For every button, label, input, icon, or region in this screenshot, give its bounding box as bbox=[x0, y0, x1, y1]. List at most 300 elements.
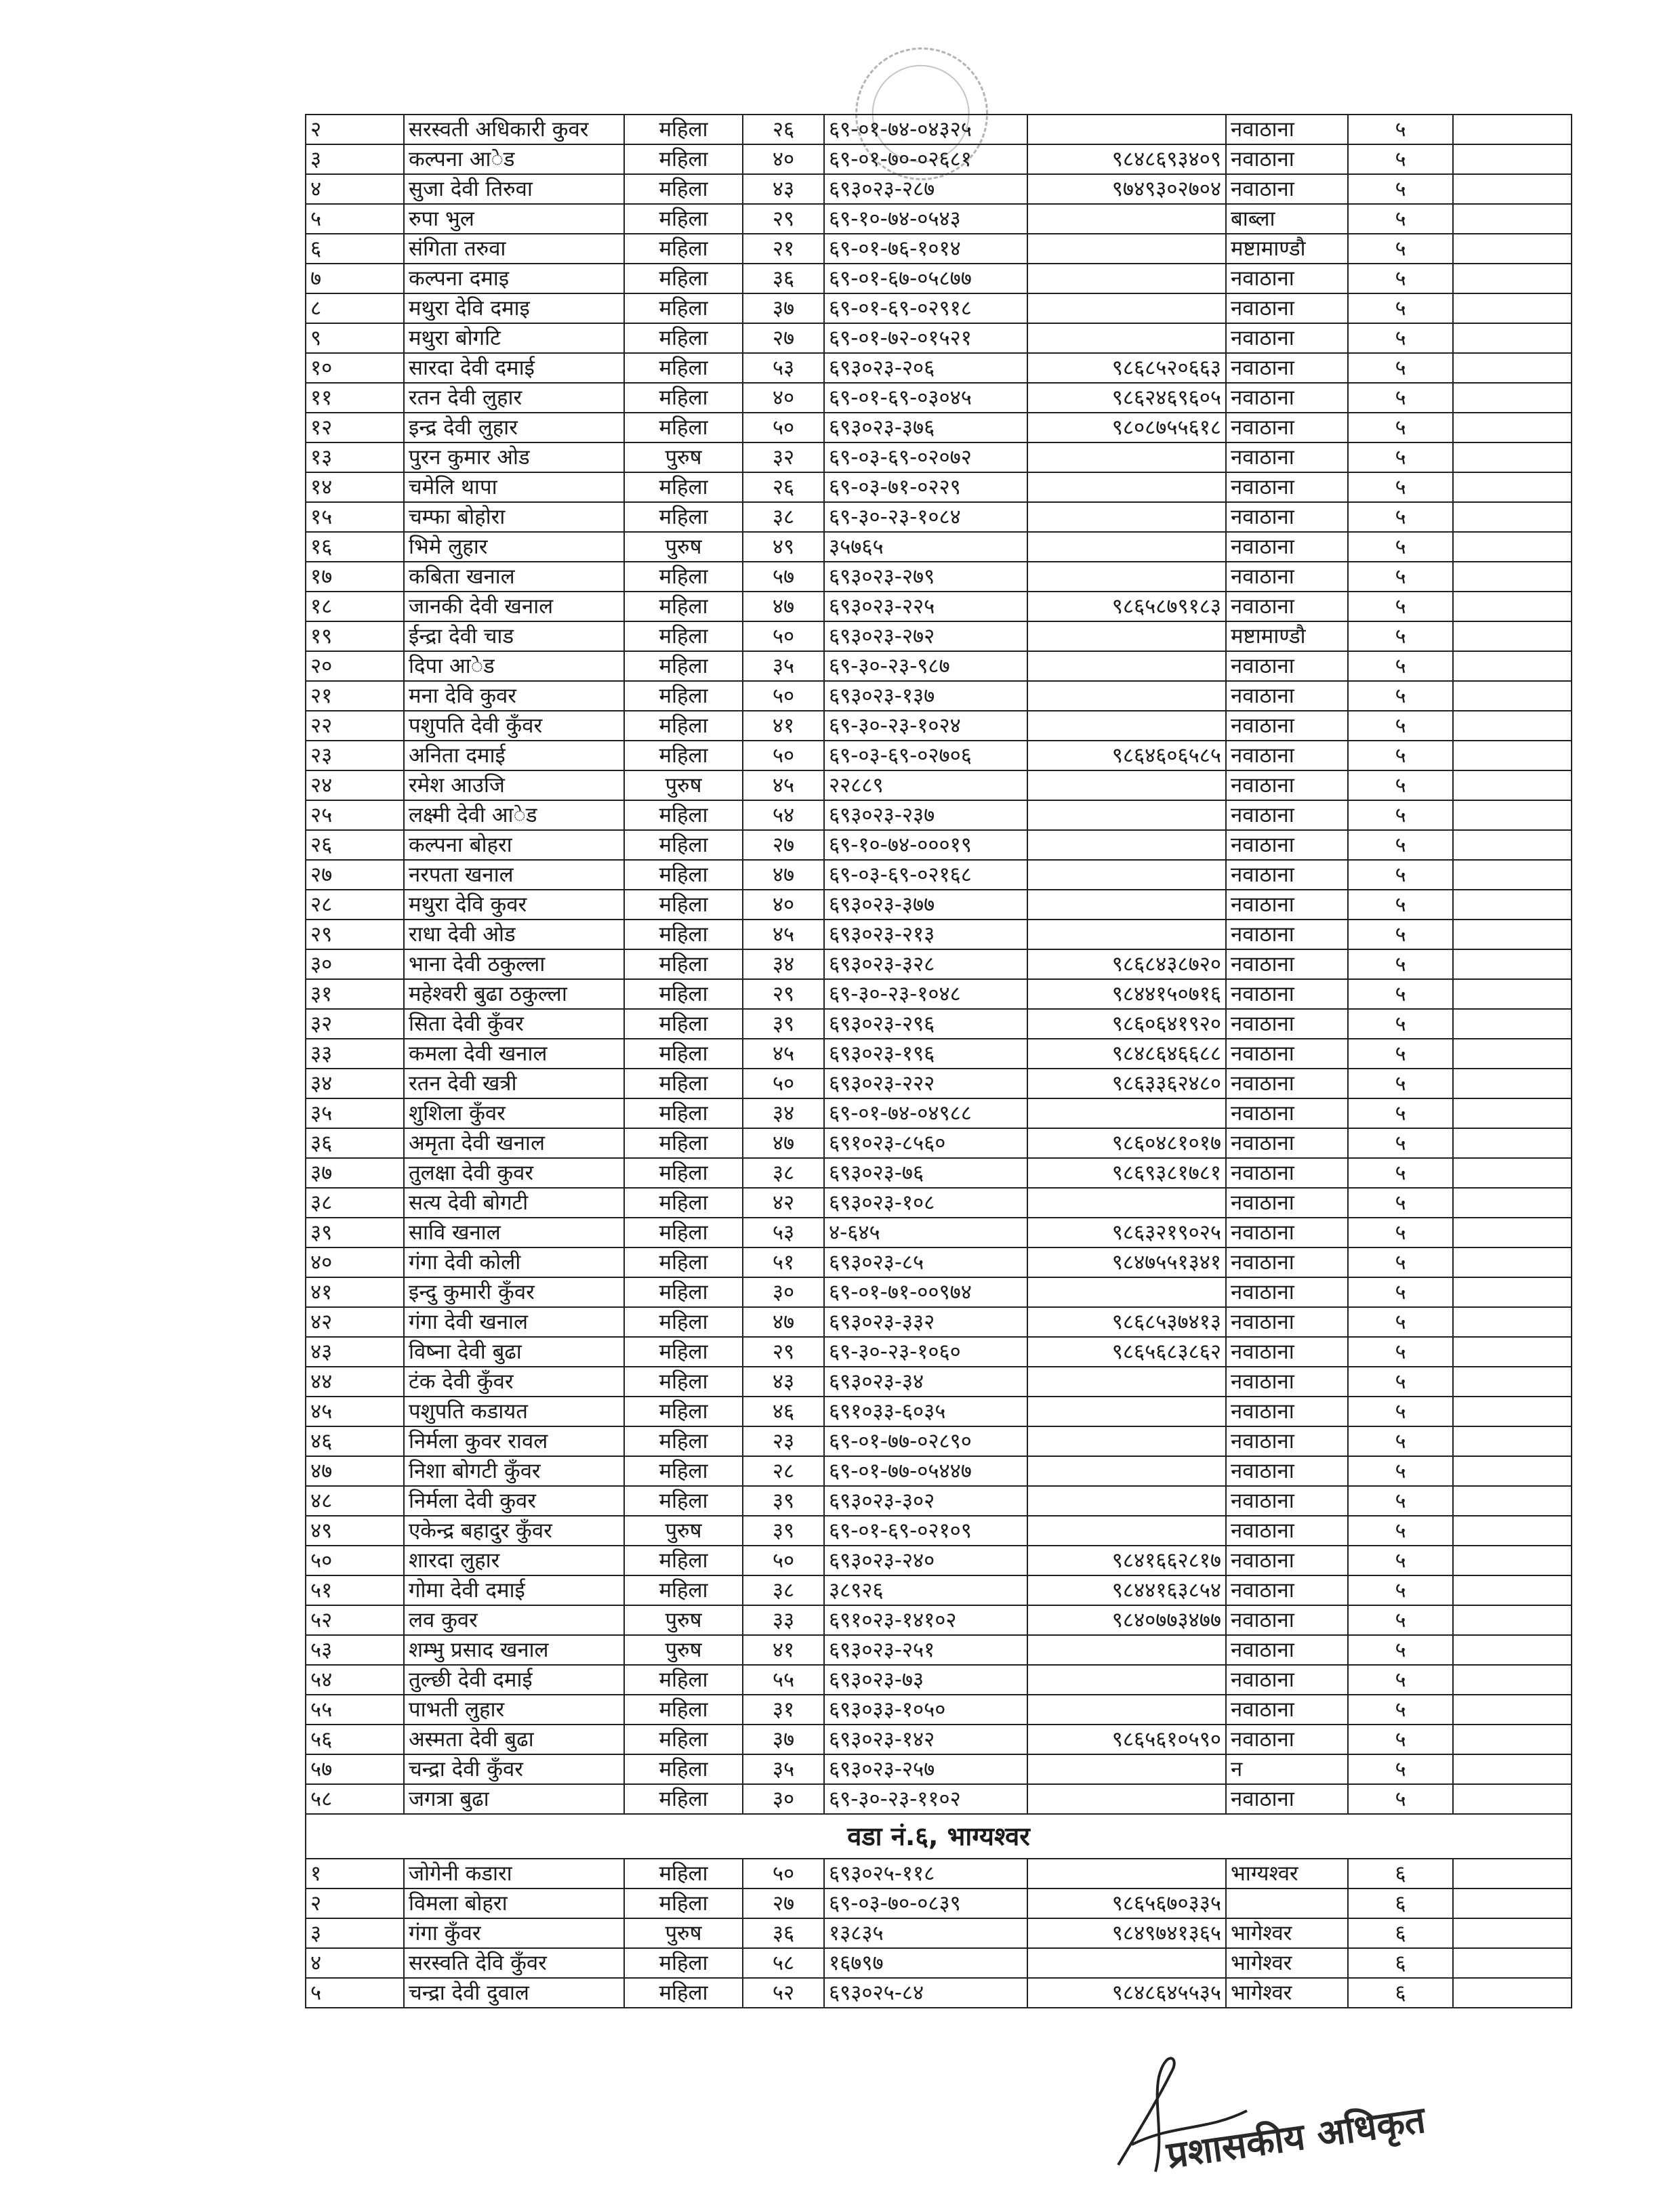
cell-sn: ४ bbox=[306, 174, 404, 204]
cell-ward: ५ bbox=[1348, 1605, 1453, 1635]
cell-citizenship: ६९३०२३-१४२ bbox=[824, 1725, 1027, 1754]
cell-age: ४३ bbox=[743, 1367, 824, 1397]
cell-citizenship: ६९३०२३-२७९ bbox=[824, 562, 1027, 592]
cell-gender: महिला bbox=[624, 1218, 743, 1247]
cell-name: कल्पना दमाइ bbox=[404, 264, 624, 293]
cell-name: चन्द्रा देवी कुँवर bbox=[404, 1754, 624, 1784]
cell-gender: महिला bbox=[624, 174, 743, 204]
cell-ward: ५ bbox=[1348, 1695, 1453, 1725]
table-row bbox=[306, 383, 1572, 413]
cell-name: गंगा कुँवर bbox=[404, 1918, 624, 1948]
cell-sn: २२ bbox=[306, 711, 404, 741]
cell-age: ३६ bbox=[743, 264, 824, 293]
cell-phone bbox=[1027, 1426, 1226, 1456]
cell-age: २३ bbox=[743, 1426, 824, 1456]
cell-ward: ५ bbox=[1348, 1784, 1453, 1814]
cell-ward: ५ bbox=[1348, 1486, 1453, 1516]
cell-age: ३६ bbox=[743, 1918, 824, 1948]
cell-address: भागेश्वर bbox=[1226, 1918, 1348, 1948]
cell-ward: ५ bbox=[1348, 383, 1453, 413]
cell-name: लव कुवर bbox=[404, 1605, 624, 1635]
cell-remarks bbox=[1453, 711, 1572, 741]
cell-name: दिपा आ◌ेड bbox=[404, 651, 624, 681]
cell-citizenship: ६९३०२३-२५७ bbox=[824, 1754, 1027, 1784]
cell-age: ३९ bbox=[743, 1009, 824, 1039]
table-row bbox=[306, 1307, 1572, 1337]
cell-age: ३९ bbox=[743, 1516, 824, 1546]
cell-citizenship: १६७९७ bbox=[824, 1948, 1027, 1978]
cell-address: नवाठाना bbox=[1226, 711, 1348, 741]
cell-name: सिता देवी कुँवर bbox=[404, 1009, 624, 1039]
cell-citizenship: ६९३०२३-१९६ bbox=[824, 1039, 1027, 1069]
cell-name: तुल्छी देवी दमाई bbox=[404, 1665, 624, 1695]
cell-citizenship: ६९-०१-६९-०३०४५ bbox=[824, 383, 1027, 413]
cell-gender: महिला bbox=[624, 413, 743, 442]
cell-gender: महिला bbox=[624, 860, 743, 890]
cell-gender: महिला bbox=[624, 1978, 743, 2008]
cell-name: राधा देवी ओड bbox=[404, 920, 624, 949]
cell-ward: ५ bbox=[1348, 323, 1453, 353]
table-row bbox=[306, 1546, 1572, 1575]
cell-remarks bbox=[1453, 1098, 1572, 1128]
cell-citizenship: ३८९२६ bbox=[824, 1575, 1027, 1605]
cell-address: नवाठाना bbox=[1226, 115, 1348, 144]
table-row bbox=[306, 770, 1572, 800]
cell-phone bbox=[1027, 1456, 1226, 1486]
cell-sn: ७ bbox=[306, 264, 404, 293]
table-row bbox=[306, 144, 1572, 174]
cell-age: २८ bbox=[743, 1456, 824, 1486]
cell-gender: महिला bbox=[624, 1546, 743, 1575]
table-row bbox=[306, 979, 1572, 1009]
cell-name: जगत्रा बुढा bbox=[404, 1784, 624, 1814]
cell-remarks bbox=[1453, 234, 1572, 264]
cell-ward: ५ bbox=[1348, 1277, 1453, 1307]
cell-sn: २३ bbox=[306, 741, 404, 770]
cell-sn: २७ bbox=[306, 860, 404, 890]
cell-address: नवाठाना bbox=[1226, 1397, 1348, 1426]
cell-ward: ५ bbox=[1348, 472, 1453, 502]
cell-phone bbox=[1027, 1665, 1226, 1695]
cell-age: ३८ bbox=[743, 502, 824, 532]
cell-remarks bbox=[1453, 949, 1572, 979]
cell-gender: महिला bbox=[624, 562, 743, 592]
cell-gender: महिला bbox=[624, 1754, 743, 1784]
cell-remarks bbox=[1453, 1754, 1572, 1784]
cell-remarks bbox=[1453, 1009, 1572, 1039]
cell-phone: ९८४४१५०७१६ bbox=[1027, 979, 1226, 1009]
cell-gender: महिला bbox=[624, 1039, 743, 1069]
cell-remarks bbox=[1453, 442, 1572, 472]
cell-gender: महिला bbox=[624, 1725, 743, 1754]
cell-phone bbox=[1027, 264, 1226, 293]
table-row bbox=[306, 651, 1572, 681]
cell-address: नवाठाना bbox=[1226, 800, 1348, 830]
cell-remarks bbox=[1453, 621, 1572, 651]
cell-ward: ५ bbox=[1348, 1397, 1453, 1426]
cell-phone bbox=[1027, 115, 1226, 144]
cell-phone: ९८६३२१९०२५ bbox=[1027, 1218, 1226, 1247]
cell-name: पशुपति कडायत bbox=[404, 1397, 624, 1426]
cell-gender: महिला bbox=[624, 711, 743, 741]
cell-ward: ५ bbox=[1348, 1575, 1453, 1605]
cell-gender: महिला bbox=[624, 1009, 743, 1039]
cell-gender: महिला bbox=[624, 1456, 743, 1486]
cell-ward: ५ bbox=[1348, 1009, 1453, 1039]
cell-remarks bbox=[1453, 1397, 1572, 1426]
cell-remarks bbox=[1453, 1635, 1572, 1665]
table-row bbox=[306, 1426, 1572, 1456]
cell-gender: महिला bbox=[624, 1307, 743, 1337]
cell-name: नरपता खनाल bbox=[404, 860, 624, 890]
table-row bbox=[306, 413, 1572, 442]
cell-sn: ५० bbox=[306, 1546, 404, 1575]
cell-age: ५२ bbox=[743, 1978, 824, 2008]
cell-ward: ५ bbox=[1348, 949, 1453, 979]
cell-ward: ५ bbox=[1348, 1754, 1453, 1784]
cell-sn: ४४ bbox=[306, 1367, 404, 1397]
cell-address: नवाठाना bbox=[1226, 1605, 1348, 1635]
cell-address: नवाठाना bbox=[1226, 1277, 1348, 1307]
cell-citizenship: २२८८९ bbox=[824, 770, 1027, 800]
cell-age: ४० bbox=[743, 144, 824, 174]
cell-remarks bbox=[1453, 413, 1572, 442]
cell-address: नवाठाना bbox=[1226, 442, 1348, 472]
cell-citizenship: ६९३०२३-२२२ bbox=[824, 1069, 1027, 1098]
cell-citizenship: ६९३०२५-११८ bbox=[824, 1859, 1027, 1888]
cell-remarks bbox=[1453, 1277, 1572, 1307]
table-row bbox=[306, 353, 1572, 383]
table-row bbox=[306, 1575, 1572, 1605]
cell-ward: ५ bbox=[1348, 413, 1453, 442]
cell-phone bbox=[1027, 651, 1226, 681]
cell-address: नवाठाना bbox=[1226, 323, 1348, 353]
cell-phone: ९७४९३०२७०४ bbox=[1027, 174, 1226, 204]
cell-sn: ४१ bbox=[306, 1277, 404, 1307]
cell-phone bbox=[1027, 323, 1226, 353]
cell-ward: ५ bbox=[1348, 1307, 1453, 1337]
cell-address: नवाठाना bbox=[1226, 1784, 1348, 1814]
cell-address: नवाठाना bbox=[1226, 1546, 1348, 1575]
cell-citizenship: ६९-०१-७२-०१५२१ bbox=[824, 323, 1027, 353]
cell-ward: ५ bbox=[1348, 1337, 1453, 1367]
cell-name: सारदा देवी दमाई bbox=[404, 353, 624, 383]
cell-sn: ३७ bbox=[306, 1158, 404, 1188]
cell-remarks bbox=[1453, 323, 1572, 353]
cell-sn: ५ bbox=[306, 1978, 404, 2008]
cell-address: नवाठाना bbox=[1226, 860, 1348, 890]
table-row bbox=[306, 1456, 1572, 1486]
cell-sn: १९ bbox=[306, 621, 404, 651]
cell-age: ४७ bbox=[743, 860, 824, 890]
cell-age: ३१ bbox=[743, 1695, 824, 1725]
cell-age: ५० bbox=[743, 1069, 824, 1098]
cell-remarks bbox=[1453, 562, 1572, 592]
cell-name: भिमे लुहार bbox=[404, 532, 624, 562]
cell-gender: महिला bbox=[624, 592, 743, 621]
cell-citizenship: ६९३०२३-२३७ bbox=[824, 800, 1027, 830]
cell-citizenship: ६९-१०-७४-०००१९ bbox=[824, 830, 1027, 860]
cell-age: ५० bbox=[743, 1859, 824, 1888]
table-row bbox=[306, 1754, 1572, 1784]
cell-remarks bbox=[1453, 353, 1572, 383]
cell-ward: ६ bbox=[1348, 1888, 1453, 1918]
cell-ward: ५ bbox=[1348, 1725, 1453, 1754]
cell-citizenship: ६९-३०-२३-१०४८ bbox=[824, 979, 1027, 1009]
cell-name: मना देवि कुवर bbox=[404, 681, 624, 711]
cell-sn: २९ bbox=[306, 920, 404, 949]
cell-address: नवाठाना bbox=[1226, 1725, 1348, 1754]
cell-gender: महिला bbox=[624, 800, 743, 830]
cell-address: नवाठाना bbox=[1226, 830, 1348, 860]
table-row bbox=[306, 1128, 1572, 1158]
cell-ward: ५ bbox=[1348, 1188, 1453, 1218]
cell-name: अनिता दमाई bbox=[404, 741, 624, 770]
cell-name: अमृता देवी खनाल bbox=[404, 1128, 624, 1158]
table-row bbox=[306, 1247, 1572, 1277]
cell-address: नवाठाना bbox=[1226, 979, 1348, 1009]
cell-gender: पुरुष bbox=[624, 442, 743, 472]
cell-remarks bbox=[1453, 1367, 1572, 1397]
cell-phone: ९८४८६४६६८८ bbox=[1027, 1039, 1226, 1069]
cell-ward: ५ bbox=[1348, 1158, 1453, 1188]
cell-age: ३७ bbox=[743, 293, 824, 323]
cell-age: ५४ bbox=[743, 800, 824, 830]
cell-address: नवाठाना bbox=[1226, 920, 1348, 949]
cell-phone bbox=[1027, 1188, 1226, 1218]
cell-address: नवाठाना bbox=[1226, 532, 1348, 562]
cell-phone: ९८६९३८१७८१ bbox=[1027, 1158, 1226, 1188]
cell-phone bbox=[1027, 1948, 1226, 1978]
cell-age: ३८ bbox=[743, 1575, 824, 1605]
cell-sn: १७ bbox=[306, 562, 404, 592]
cell-remarks bbox=[1453, 383, 1572, 413]
cell-gender: महिला bbox=[624, 502, 743, 532]
cell-gender: महिला bbox=[624, 115, 743, 144]
cell-age: २६ bbox=[743, 115, 824, 144]
cell-name: शारदा लुहार bbox=[404, 1546, 624, 1575]
cell-ward: ५ bbox=[1348, 1456, 1453, 1486]
table-row bbox=[306, 1009, 1572, 1039]
cell-phone: ९८६२४६९६०५ bbox=[1027, 383, 1226, 413]
cell-address: नवाठाना bbox=[1226, 562, 1348, 592]
cell-gender: महिला bbox=[624, 1948, 743, 1978]
cell-remarks bbox=[1453, 1337, 1572, 1367]
cell-remarks bbox=[1453, 1218, 1572, 1247]
ward-heading-row bbox=[306, 1814, 1572, 1859]
cell-phone bbox=[1027, 830, 1226, 860]
cell-phone bbox=[1027, 293, 1226, 323]
cell-gender: पुरुष bbox=[624, 1516, 743, 1546]
table-row bbox=[306, 1888, 1572, 1918]
cell-address: नवाठाना bbox=[1226, 1098, 1348, 1128]
cell-age: ४० bbox=[743, 383, 824, 413]
cell-age: २६ bbox=[743, 472, 824, 502]
cell-age: ४७ bbox=[743, 1307, 824, 1337]
cell-phone: ९८६५६७०३३५ bbox=[1027, 1888, 1226, 1918]
cell-phone: ९८६८५३७४१३ bbox=[1027, 1307, 1226, 1337]
cell-address: नवाठाना bbox=[1226, 1635, 1348, 1665]
cell-citizenship: ६९३०२३-२१३ bbox=[824, 920, 1027, 949]
cell-name: निर्मला देवी कुवर bbox=[404, 1486, 624, 1516]
cell-gender: पुरुष bbox=[624, 1605, 743, 1635]
cell-remarks bbox=[1453, 1859, 1572, 1888]
cell-name: सरस्वती अधिकारी कुवर bbox=[404, 115, 624, 144]
cell-ward: ५ bbox=[1348, 711, 1453, 741]
cell-remarks bbox=[1453, 293, 1572, 323]
cell-gender: महिला bbox=[624, 1098, 743, 1128]
cell-gender: महिला bbox=[624, 1397, 743, 1426]
cell-phone: ९८४०७७३४७७ bbox=[1027, 1605, 1226, 1635]
cell-ward: ५ bbox=[1348, 502, 1453, 532]
cell-gender: पुरुष bbox=[624, 1918, 743, 1948]
cell-ward: ५ bbox=[1348, 293, 1453, 323]
cell-ward: ५ bbox=[1348, 920, 1453, 949]
table-row bbox=[306, 532, 1572, 562]
cell-gender: महिला bbox=[624, 1859, 743, 1888]
cell-address: नवाठाना bbox=[1226, 144, 1348, 174]
cell-remarks bbox=[1453, 800, 1572, 830]
cell-remarks bbox=[1453, 264, 1572, 293]
cell-name: चम्फा बोहोरा bbox=[404, 502, 624, 532]
cell-ward: ६ bbox=[1348, 1948, 1453, 1978]
cell-gender: महिला bbox=[624, 621, 743, 651]
table-row bbox=[306, 174, 1572, 204]
cell-remarks bbox=[1453, 1888, 1572, 1918]
table-row bbox=[306, 442, 1572, 472]
cell-name: शुशिला कुँवर bbox=[404, 1098, 624, 1128]
cell-gender: महिला bbox=[624, 234, 743, 264]
cell-phone: ९८०८७५५६१८ bbox=[1027, 413, 1226, 442]
cell-remarks bbox=[1453, 651, 1572, 681]
cell-address: नवाठाना bbox=[1226, 1695, 1348, 1725]
cell-age: ४५ bbox=[743, 770, 824, 800]
cell-sn: २ bbox=[306, 115, 404, 144]
cell-address: नवाठाना bbox=[1226, 293, 1348, 323]
table-row bbox=[306, 681, 1572, 711]
cell-phone bbox=[1027, 800, 1226, 830]
cell-sn: ४८ bbox=[306, 1486, 404, 1516]
cell-citizenship: ६९३०२३-३०२ bbox=[824, 1486, 1027, 1516]
cell-citizenship: ६९३०२३-२०६ bbox=[824, 353, 1027, 383]
cell-name: सुजा देवी तिरुवा bbox=[404, 174, 624, 204]
cell-age: ४० bbox=[743, 890, 824, 920]
cell-citizenship: ६९-१०-७४-०५४३ bbox=[824, 204, 1027, 234]
cell-age: ५० bbox=[743, 1546, 824, 1575]
cell-address: नवाठाना bbox=[1226, 1665, 1348, 1695]
cell-gender: महिला bbox=[624, 1665, 743, 1695]
cell-gender: महिला bbox=[624, 353, 743, 383]
cell-address: मष्टामाण्डौ bbox=[1226, 234, 1348, 264]
cell-address: नवाठाना bbox=[1226, 770, 1348, 800]
cell-citizenship: ६९-३०-२३-१०२४ bbox=[824, 711, 1027, 741]
cell-citizenship: ६९३०२३-१३७ bbox=[824, 681, 1027, 711]
cell-citizenship: ६९३०२३-३३२ bbox=[824, 1307, 1027, 1337]
cell-remarks bbox=[1453, 1575, 1572, 1605]
cell-address: बाब्ला bbox=[1226, 204, 1348, 234]
cell-phone: ९८४९७४१३६५ bbox=[1027, 1918, 1226, 1948]
cell-citizenship: ६९१०३३-६०३५ bbox=[824, 1397, 1027, 1426]
table-row bbox=[306, 1337, 1572, 1367]
cell-ward: ६ bbox=[1348, 1978, 1453, 2008]
cell-citizenship: ६९१०२३-१४१०२ bbox=[824, 1605, 1027, 1635]
cell-age: ४३ bbox=[743, 174, 824, 204]
cell-phone: ९८६५६१०५९० bbox=[1027, 1725, 1226, 1754]
cell-address bbox=[1226, 1888, 1348, 1918]
cell-phone bbox=[1027, 472, 1226, 502]
cell-age: ४७ bbox=[743, 1128, 824, 1158]
cell-age: २७ bbox=[743, 1888, 824, 1918]
signatory-designation: प्रशासकीय अधिकृत bbox=[1164, 2098, 1429, 2177]
table-row bbox=[306, 1158, 1572, 1188]
cell-age: ५७ bbox=[743, 562, 824, 592]
cell-phone bbox=[1027, 711, 1226, 741]
beneficiary-table bbox=[305, 114, 1572, 2008]
cell-age: ४१ bbox=[743, 1635, 824, 1665]
cell-citizenship: ६९-०३-६९-०२०७२ bbox=[824, 442, 1027, 472]
cell-remarks bbox=[1453, 174, 1572, 204]
cell-citizenship: ६९-३०-२३-९८७ bbox=[824, 651, 1027, 681]
cell-ward: ५ bbox=[1348, 1516, 1453, 1546]
cell-address: नवाठाना bbox=[1226, 413, 1348, 442]
cell-age: ४२ bbox=[743, 1188, 824, 1218]
table-row bbox=[306, 1039, 1572, 1069]
cell-citizenship: ६९-३०-२३-११०२ bbox=[824, 1784, 1027, 1814]
cell-age: ५५ bbox=[743, 1665, 824, 1695]
cell-gender: महिला bbox=[624, 1128, 743, 1158]
cell-remarks bbox=[1453, 1725, 1572, 1754]
table-row bbox=[306, 949, 1572, 979]
cell-age: ३४ bbox=[743, 1098, 824, 1128]
table-row bbox=[306, 1918, 1572, 1948]
cell-citizenship: ६९-०३-६९-०२७०६ bbox=[824, 741, 1027, 770]
cell-gender: महिला bbox=[624, 1367, 743, 1397]
cell-sn: २६ bbox=[306, 830, 404, 860]
table-row bbox=[306, 204, 1572, 234]
cell-sn: २८ bbox=[306, 890, 404, 920]
table-row bbox=[306, 920, 1572, 949]
table-row bbox=[306, 1605, 1572, 1635]
cell-ward: ५ bbox=[1348, 770, 1453, 800]
cell-gender: महिला bbox=[624, 1247, 743, 1277]
table-row bbox=[306, 890, 1572, 920]
cell-ward: ५ bbox=[1348, 1218, 1453, 1247]
table-row bbox=[306, 1695, 1572, 1725]
cell-name: पुरन कुमार ओड bbox=[404, 442, 624, 472]
cell-phone bbox=[1027, 1516, 1226, 1546]
cell-gender: महिला bbox=[624, 979, 743, 1009]
cell-citizenship: ६९३०२३-३७६ bbox=[824, 413, 1027, 442]
cell-sn: ४७ bbox=[306, 1456, 404, 1486]
cell-ward: ५ bbox=[1348, 264, 1453, 293]
cell-remarks bbox=[1453, 472, 1572, 502]
cell-gender: महिला bbox=[624, 264, 743, 293]
cell-remarks bbox=[1453, 1426, 1572, 1456]
cell-name: टंक देवी कुँवर bbox=[404, 1367, 624, 1397]
cell-address: नवाठाना bbox=[1226, 1069, 1348, 1098]
cell-address: नवाठाना bbox=[1226, 1128, 1348, 1158]
cell-citizenship: ६९-०३-७०-०८३९ bbox=[824, 1888, 1027, 1918]
cell-ward: ५ bbox=[1348, 860, 1453, 890]
cell-address: नवाठाना bbox=[1226, 1247, 1348, 1277]
cell-name: भाना देवी ठकुल्ला bbox=[404, 949, 624, 979]
cell-age: ५० bbox=[743, 741, 824, 770]
table-row bbox=[306, 1948, 1572, 1978]
cell-age: ३३ bbox=[743, 1605, 824, 1635]
cell-phone bbox=[1027, 1397, 1226, 1426]
cell-sn: ४० bbox=[306, 1247, 404, 1277]
cell-citizenship: ६९३०२३-२९६ bbox=[824, 1009, 1027, 1039]
